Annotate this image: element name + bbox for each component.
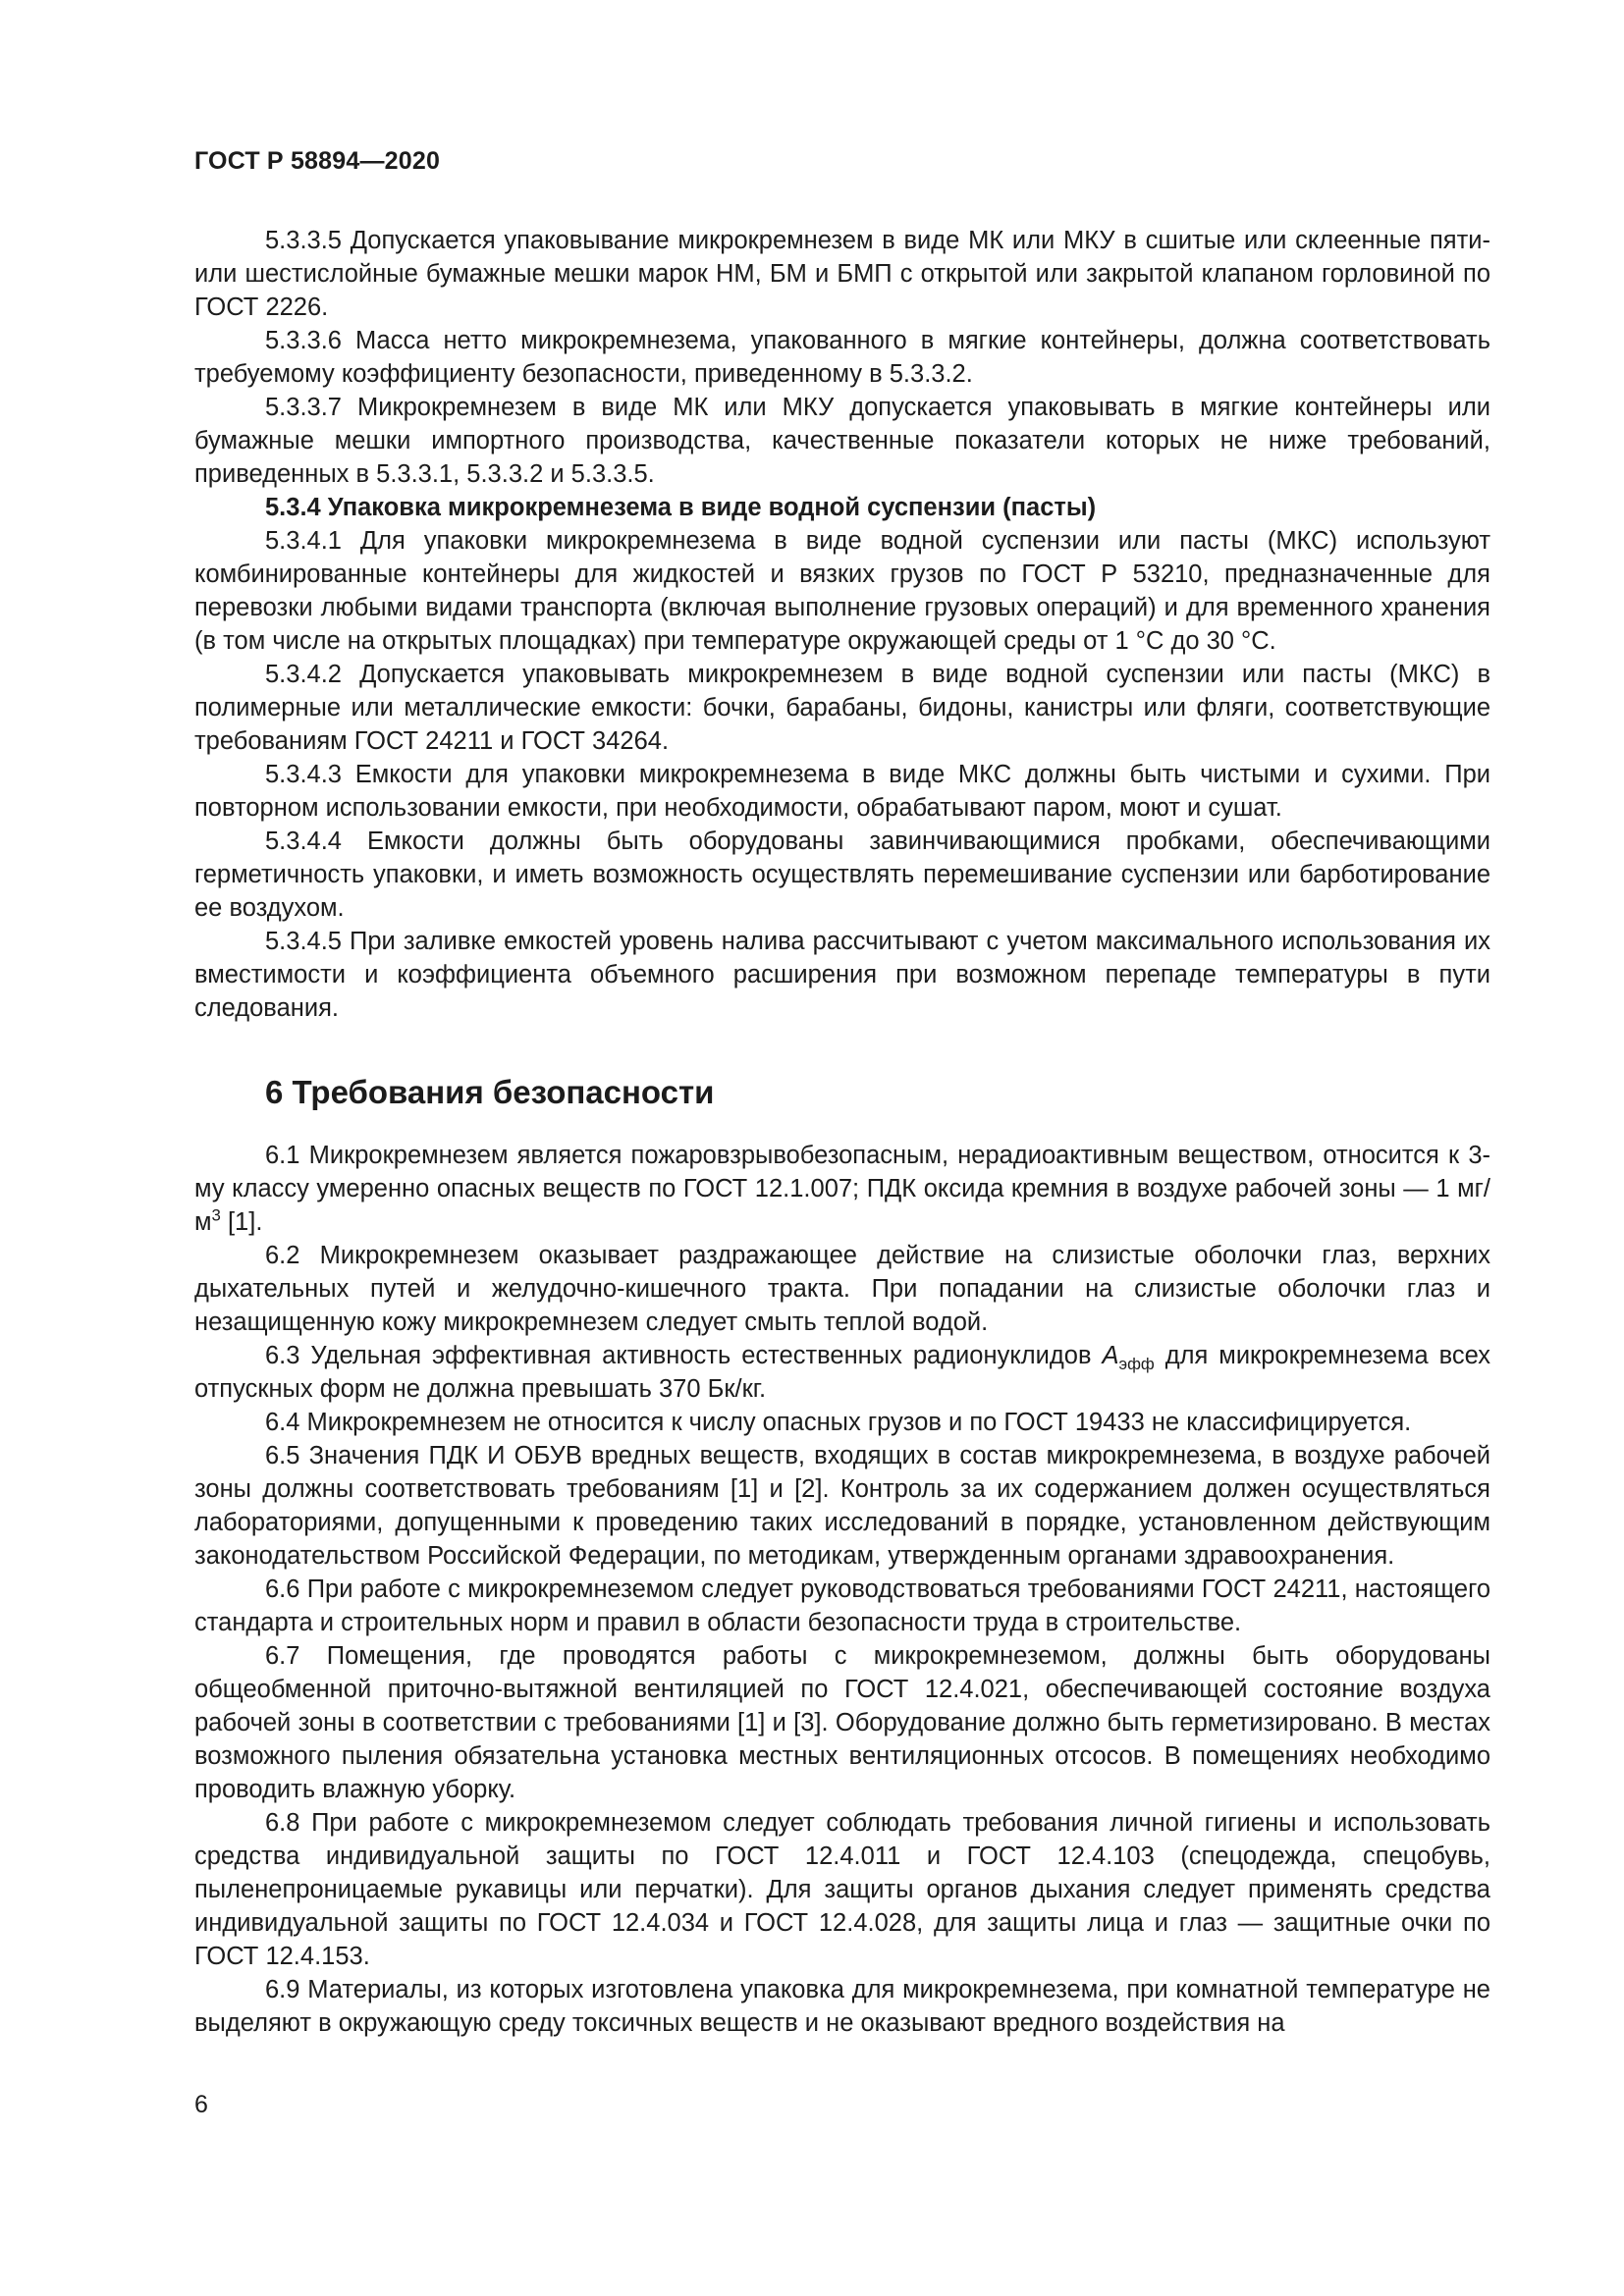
unit-exponent: 3 (211, 1205, 221, 1225)
paragraph-5-3-4-4: 5.3.4.4 Емкости должны быть оборудованы завинчивающимися пробками, обеспечивающими герметичность упаковки, и иметь возможность осуществлять перемешивание суспензии или барботирование ее воздухом. (194, 828, 1490, 922)
document-header-standard-id: ГОСТ Р 58894—2020 (194, 147, 441, 175)
paragraph-6-1 (194, 1139, 1490, 1239)
paragraph-6-3-text: 6.3 Удельная эффективная активность естественных радионуклидов (265, 1342, 1103, 1369)
paragraph-6-5: 6.5 Значения ПДК И ОБУВ вредных веществ, входящих в состав микрокремнезема, в воздухе рабочей зоны должны соответствовать требованиям [1] и [2]. Контроль за их содержанием должен осуществляться лабораториями, допущенными к проведению таких исследований в порядке, установленном действующим законодательством Российской Федерации, по методикам, утвержденным органами здравоохранения. (194, 1442, 1490, 1570)
paragraph-5-3-4-1: 5.3.4.1 Для упаковки микрокремнезема в виде водной суспензии или пасты (МКС) используют комбинированные контейнеры для жидкостей и вязких грузов по ГОСТ Р 53210, предназначенные для перевозки любыми видами транспорта (включая выполнение грузовых операций) и для временного хранения (в том числе на открытых площадках) при температуре окружающей среды от 1 °С до 30 °С. (194, 527, 1490, 655)
activity-symbol: A (1102, 1342, 1119, 1369)
subsection-heading-5-3-4: 5.3.4 Упаковка микрокремнезема в виде водной суспензии (пасты) (265, 494, 1097, 521)
paragraph-6-3-text-end: для микрокремнезема всех отпускных форм не должна превышать 370 Бк/кг. (194, 1342, 1490, 1403)
section-heading-6: 6 Требования безопасности (265, 1074, 715, 1110)
paragraph-5-3-3-7: 5.3.3.7 Микрокремнезем в виде МК или МКУ допускается упаковывать в мягкие контейнеры или бумажные мешки импортного производства, качественные показатели которых не ниже требований, приведенных в 5.3.3.1, 5.3.3.2 и 5.3.3.5. (194, 394, 1490, 488)
paragraph-6-2: 6.2 Микрокремнезем оказывает раздражающее действие на слизистые оболочки глаз, верхних дыхательных путей и желудочно-кишечного тракта. При попадании на слизистые оболочки глаз и незащищенную кожу микрокремнезем следует смыть теплой водой. (194, 1242, 1490, 1336)
paragraph-5-3-3-5: 5.3.3.5 Допускается упаковывание микрокремнезем в виде МК или МКУ в сшитые или склеенные пяти- или шестислойные бумажные мешки марок НМ, БМ и БМП с открытой или закрытой клапаном горловиной по ГОСТ 2226. (194, 227, 1490, 321)
document-body (194, 224, 1490, 2040)
paragraph-6-1-text: 6.1 Микрокремнезем является пожаровзрывобезопасным, нерадиоактивным веществом, относится к 3-му классу умеренно опасных веществ по ГОСТ 12.1.007; ПДК оксида кремния в воздухе рабочей зоны — 1 мг/м (194, 1142, 1490, 1236)
paragraph-5-3-4-5: 5.3.4.5 При заливке емкостей уровень налива рассчитывают с учетом максимального использования их вместимости и коэффициента объемного расширения при возможном перепаде температуры в пути следования. (194, 928, 1490, 1022)
paragraph-6-4: 6.4 Микрокремнезем не относится к числу опасных грузов и по ГОСТ 19433 не классифицируется. (265, 1409, 1412, 1436)
paragraph-5-3-4-2: 5.3.4.2 Допускается упаковывать микрокремнезем в виде водной суспензии или пасты (МКС) в полимерные или металлические емкости: бочки, барабаны, бидоны, канистры или фляги, соответствующие требованиям ГОСТ 24211 и ГОСТ 34264. (194, 661, 1490, 755)
paragraph-5-3-3-6: 5.3.3.6 Масса нетто микрокремнезема, упакованного в мягкие контейнеры, должна соответствовать требуемому коэффициенту безопасности, приведенному в 5.3.3.2. (194, 327, 1490, 388)
paragraph-6-7: 6.7 Помещения, где проводятся работы с микрокремнеземом, должны быть оборудованы общеобменной приточно-вытяжной вентиляцией по ГОСТ 12.4.021, обеспечивающей состояние воздуха рабочей зоны в соответствии с требованиями [1] и [3]. Оборудование должно быть герметизировано. В местах возможного пыления обязательна установка местных вентиляционных отсосов. В помещениях необходимо проводить влажную уборку. (194, 1642, 1490, 1803)
paragraph-6-6: 6.6 При работе с микрокремнеземом следует руководствоваться требованиями ГОСТ 24211, настоящего стандарта и строительных норм и правил в области безопасности труда в строительстве. (194, 1575, 1490, 1636)
paragraph-6-3 (194, 1339, 1490, 1406)
page-number: 6 (194, 2091, 208, 2118)
paragraph-5-3-4-3: 5.3.4.3 Емкости для упаковки микрокремнезема в виде МКС должны быть чистыми и сухими. При повторном использовании емкости, при необходимости, обрабатывают паром, моют и сушат. (194, 761, 1490, 822)
paragraph-6-1-reference: [1]. (220, 1208, 263, 1236)
activity-symbol-subscript: эфф (1118, 1355, 1155, 1374)
paragraph-6-8: 6.8 При работе с микрокремнеземом следует соблюдать требования личной гигиены и использовать средства индивидуальной защиты по ГОСТ 12.4.011 и ГОСТ 12.4.103 (спецодежда, спецобувь, пыленепроницаемые рукавицы или перчатки). Для защиты органов дыхания следует применять средства индивидуальной защиты по ГОСТ 12.4.034 и ГОСТ 12.4.028, для защиты лица и глаз — защитные очки по ГОСТ 12.4.153. (194, 1809, 1490, 1970)
paragraph-6-9: 6.9 Материалы, из которых изготовлена упаковка для микрокремнезема, при комнатной температуре не выделяют в окружающую среду токсичных веществ и не оказывают вредного воздействия на (194, 1976, 1490, 2037)
